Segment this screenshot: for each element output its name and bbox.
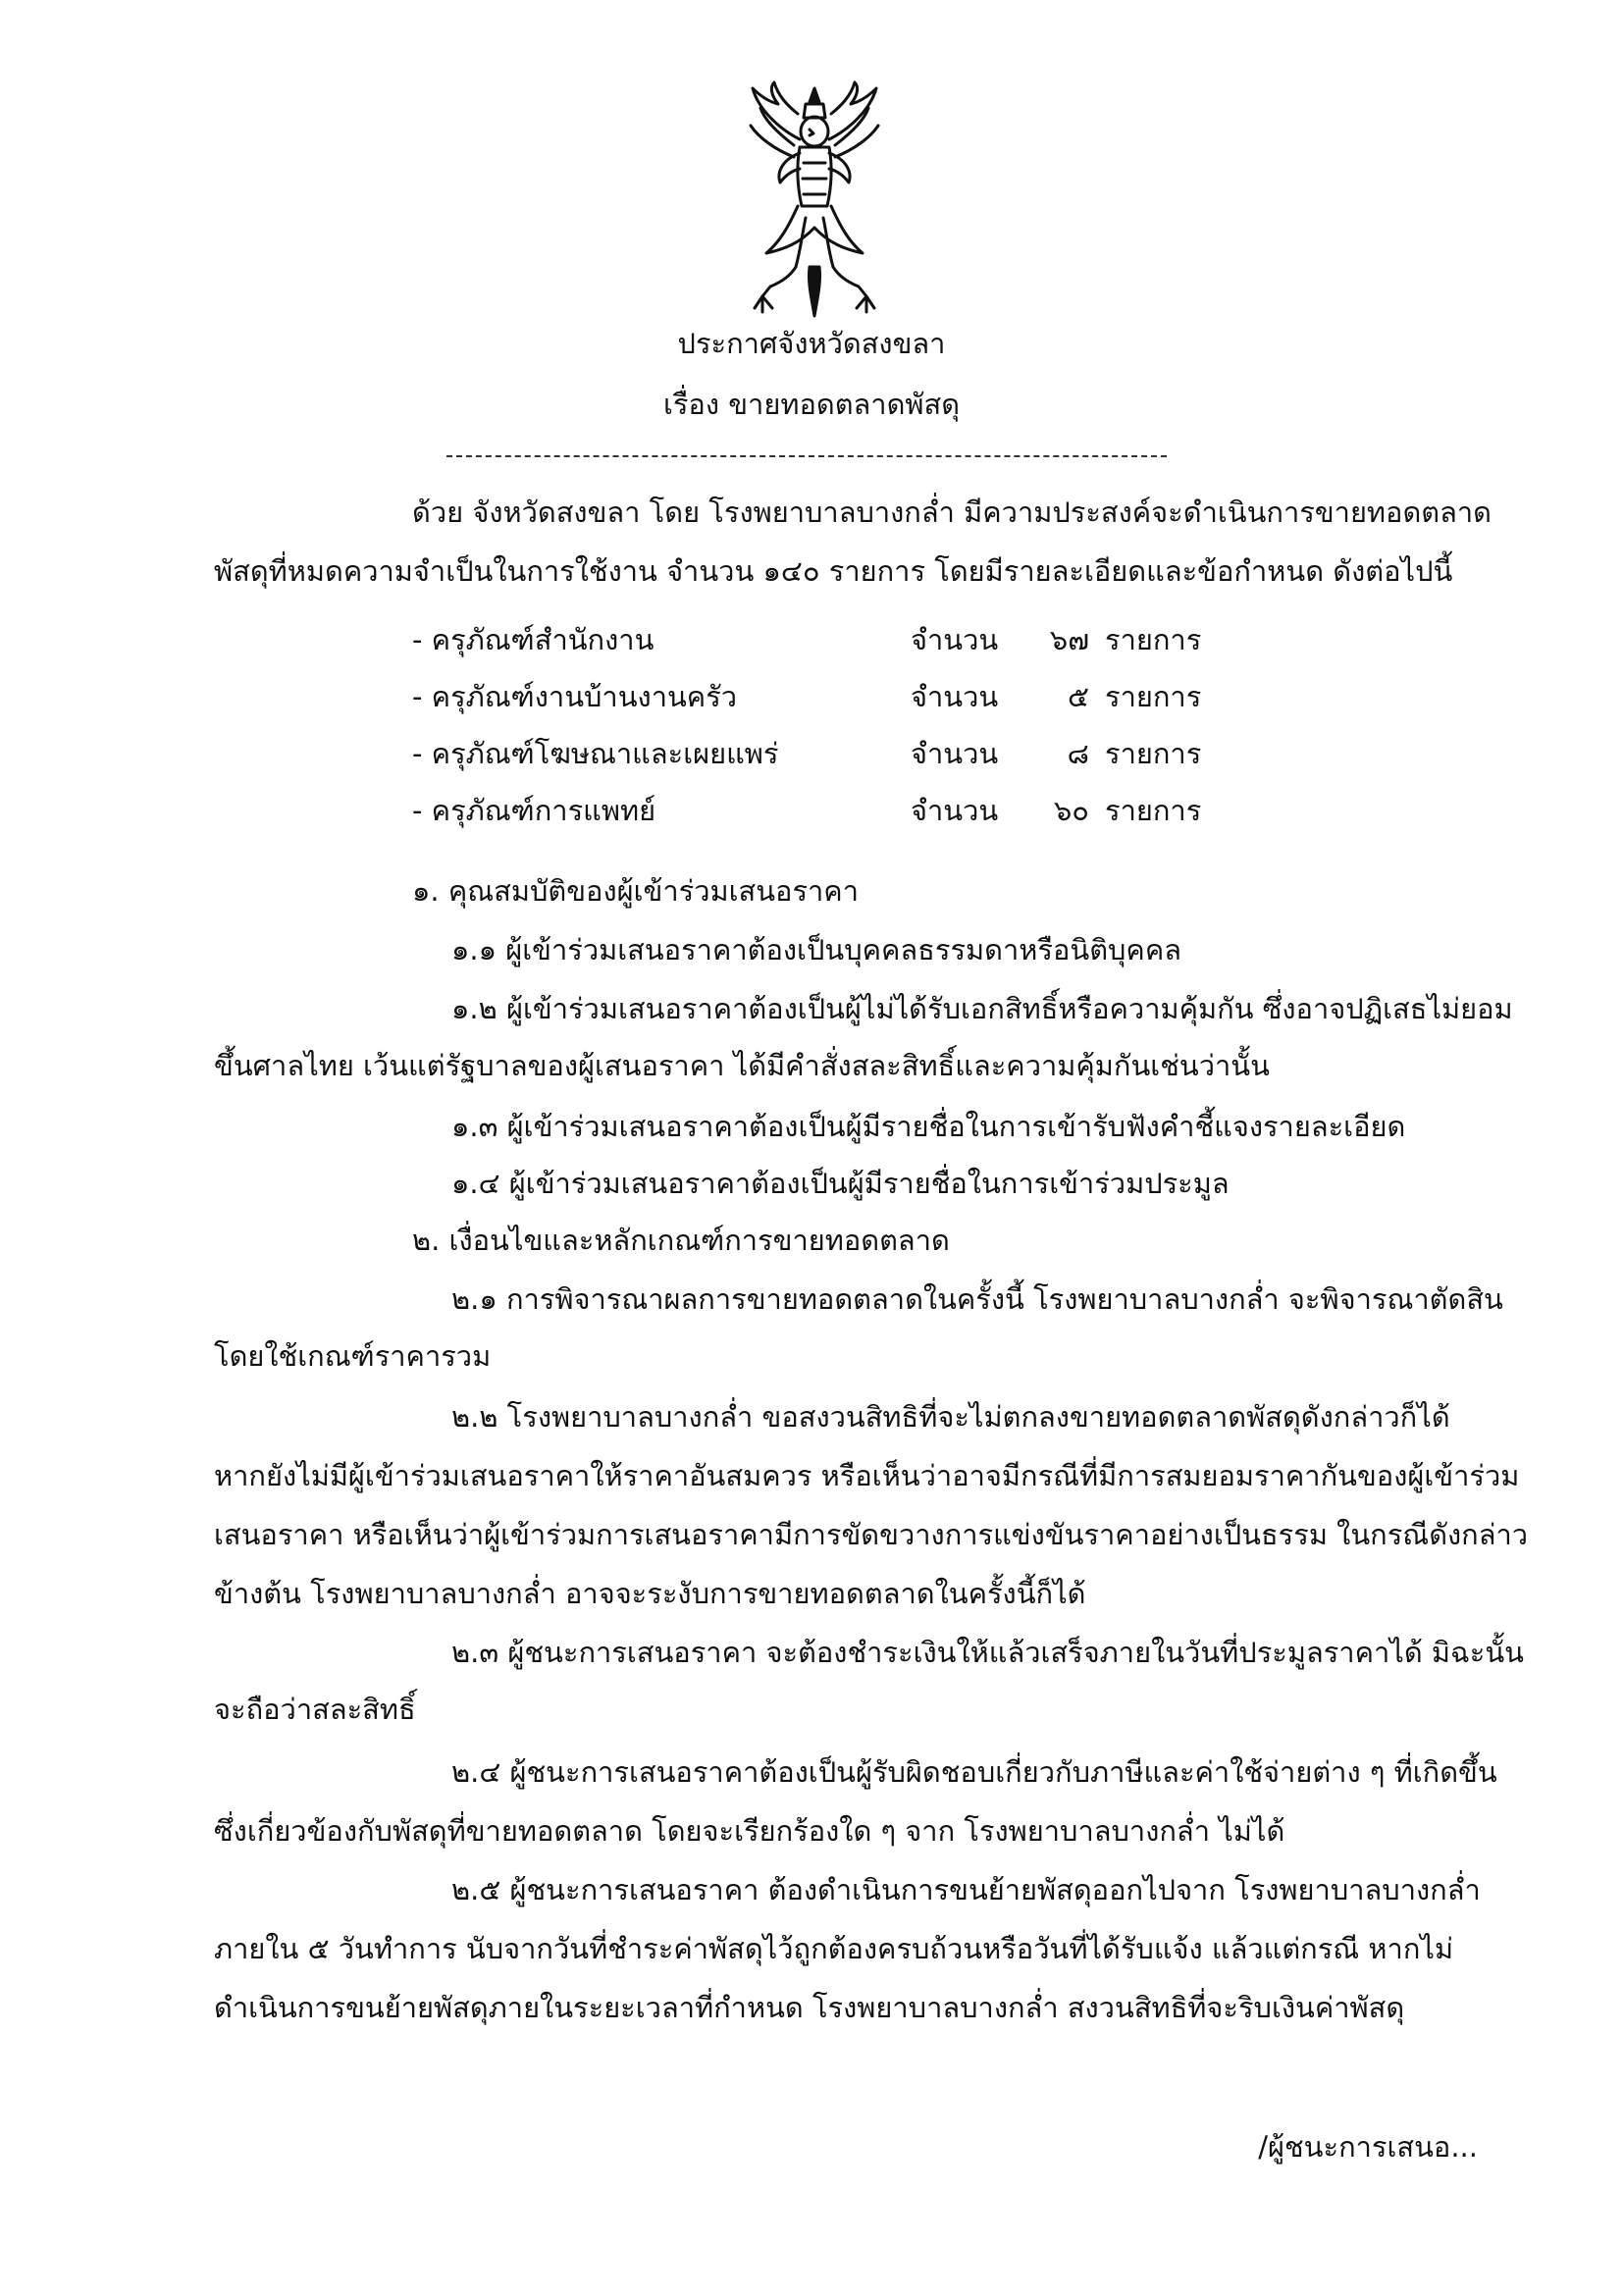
item-qty-label: จำนวน — [911, 737, 999, 770]
section-2-heading: ๒. เงื่อนไขและหลักเกณฑ์การขายทอดตลาด — [412, 1224, 950, 1257]
clause-2-4-line-1: ๒.๔ ผู้ชนะการเสนอราคาต้องเป็นผู้รับผิดชอบเกี่ยวกับภาษีและค่าใช้จ่ายต่าง ๆ ที่เกิดขึ้น — [451, 1755, 1497, 1789]
divider-line — [446, 455, 1167, 457]
section-1-heading: ๑. คุณสมบัติของผู้เข้าร่วมเสนอราคา — [412, 874, 859, 908]
item-qty: ๖๗ — [1049, 623, 1089, 656]
clause-2-5-line-1: ๒.๕ ผู้ชนะการเสนอราคา ต้องดำเนินการขนย้ายพัสดุออกไปจาก โรงพยาบาลบางกล่ำ — [451, 1873, 1481, 1906]
intro-line-2: พัสดุที่หมดความจำเป็นในการใช้งาน จำนวน ๑๔๐ รายการ โดยมีรายละเอียดและข้อกำหนด ดังต่อไปนี้ — [214, 554, 1453, 588]
clause-2-5-line-2: ภายใน ๕ วันทำการ นับจากวันที่ชำระค่าพัสดุไว้ถูกต้องครบถ้วนหรือวันที่ได้รับแจ้ง แล้วแต่กรณี หากไม่ — [214, 1932, 1454, 1965]
item-qty-label: จำนวน — [911, 623, 999, 656]
intro-line-1: ด้วย จังหวัดสงขลา โดย โรงพยาบาลบางกล่ำ มีความประสงค์จะดำเนินการขายทอดตลาด — [412, 496, 1492, 529]
clause-1-4: ๑.๔ ผู้เข้าร่วมเสนอราคาต้องเป็นผู้มีรายชื่อในการเข้าร่วมประมูล — [451, 1167, 1230, 1200]
clause-2-3-line-1: ๒.๓ ผู้ชนะการเสนอราคา จะต้องชำระเงินให้แล้วเสร็จภายในวันที่ประมูลราคาได้ มิฉะนั้น — [451, 1636, 1525, 1669]
item-unit: รายการ — [1105, 737, 1202, 770]
clause-1-1: ๑.๑ ผู้เข้าร่วมเสนอราคาต้องเป็นบุคคลธรรมดาหรือนิติบุคคล — [451, 933, 1182, 966]
clause-2-5-line-3: ดำเนินการขนย้ายพัสดุภายในระยะเวลาที่กำหนด โรงพยาบาลบางกล่ำ สงวนสิทธิที่จะริบเงินค่าพัสดุ — [214, 1991, 1405, 2024]
clause-2-2-line-3: เสนอราคา หรือเห็นว่าผู้เข้าร่วมการเสนอราคามีการขัดขวางการแข่งขันราคาอย่างเป็นธรรม ในกรณีดังกล่าว — [214, 1518, 1529, 1551]
item-qty: ๘ — [1067, 737, 1089, 770]
item-unit: รายการ — [1105, 623, 1202, 656]
item-qty-label: จำนวน — [911, 794, 999, 827]
item-qty: ๕ — [1068, 680, 1089, 713]
clause-2-1-line-1: ๒.๑ การพิจารณาผลการขายทอดตลาดในครั้งนี้ โรงพยาบาลบางกล่ำ จะพิจารณาตัดสิน — [451, 1282, 1503, 1316]
clause-2-2-line-1: ๒.๒ โรงพยาบาลบางกล่ำ ขอสงวนสิทธิที่จะไม่ตกลงขายทอดตลาดพัสดุดังกล่าวก็ได้ — [451, 1400, 1450, 1434]
clause-2-2-line-2: หากยังไม่มีผู้เข้าร่วมเสนอราคาให้ราคาอันสมควร หรือเห็นว่าอาจมีกรณีที่มีการสมยอมราคากันของผู้เข้าร่วม — [214, 1459, 1520, 1492]
item-unit: รายการ — [1105, 794, 1202, 827]
garuda-emblem-icon — [741, 80, 888, 321]
item-name: - ครุภัณฑ์การแพทย์ — [412, 794, 656, 827]
item-name: - ครุภัณฑ์สำนักงาน — [412, 623, 654, 656]
item-name: - ครุภัณฑ์โฆษณาและเผยแพร่ — [412, 737, 779, 770]
clause-1-2-line-2: ขึ้นศาลไทย เว้นแต่รัฐบาลของผู้เสนอราคา ได้มีคำสั่งสละสิทธิ์และความคุ้มกันเช่นว่านั้น — [214, 1049, 1270, 1082]
announcement-title: ประกาศจังหวัดสงขลา — [677, 327, 946, 360]
clause-2-1-line-2: โดยใช้เกณฑ์ราคารวม — [214, 1339, 492, 1373]
item-name: - ครุภัณฑ์งานบ้านงานครัว — [412, 680, 738, 713]
page-continuation: /ผู้ชนะการเสนอ... — [1258, 2130, 1478, 2164]
clause-2-4-line-2: ซึ่งเกี่ยวข้องกับพัสดุที่ขายทอดตลาด โดยจะเรียกร้องใด ๆ จาก โรงพยาบาลบางกล่ำ ไม่ได้ — [214, 1814, 1285, 1848]
clause-2-2-line-4: ข้างต้น โรงพยาบาลบางกล่ำ อาจจะระงับการขายทอดตลาดในครั้งนี้ก็ได้ — [214, 1577, 1086, 1610]
item-qty-label: จำนวน — [911, 680, 999, 713]
item-qty: ๖๐ — [1053, 794, 1089, 827]
announcement-subject: เรื่อง ขายทอดตลาดพัสดุ — [662, 388, 961, 421]
clause-2-3-line-2: จะถือว่าสละสิทธิ์ — [214, 1693, 416, 1726]
item-unit: รายการ — [1105, 680, 1202, 713]
clause-1-2-line-1: ๑.๒ ผู้เข้าร่วมเสนอราคาต้องเป็นผู้ไม่ได้รับเอกสิทธิ์หรือความคุ้มกัน ซึ่งอาจปฏิเสธไม่ยอม — [451, 992, 1513, 1025]
clause-1-3: ๑.๓ ผู้เข้าร่วมเสนอราคาต้องเป็นผู้มีรายชื่อในการเข้ารับฟังคำชี้แจงรายละเอียด — [451, 1110, 1406, 1143]
